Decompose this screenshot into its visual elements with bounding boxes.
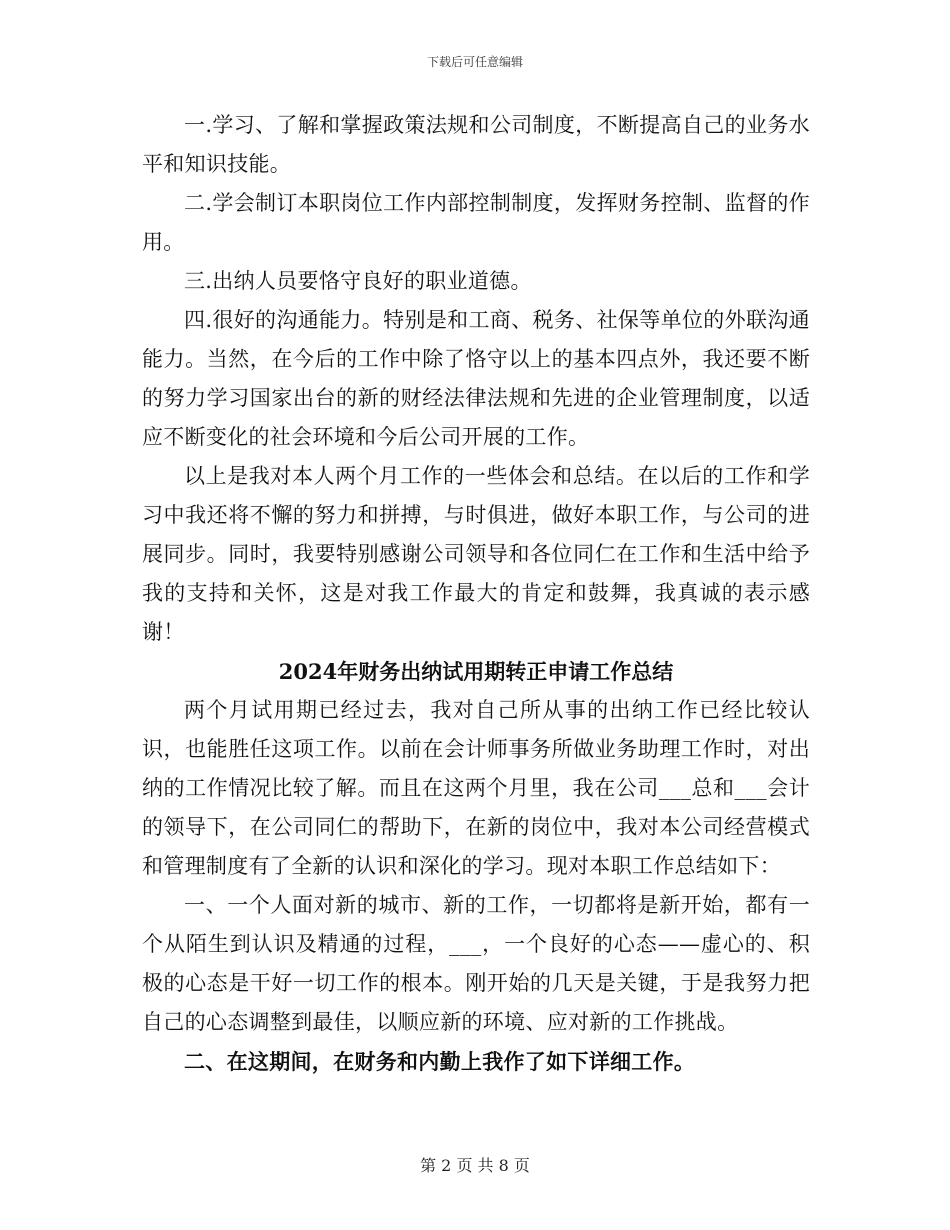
intro-paragraph: 两个月试用期已经过去，我对自己所从事的出纳工作已经比较认识，也能胜任这项工作。以前在会计师事务所做业务助理工作时，对出纳的工作情况比较了解。而且在这两个月里，我在公司___总和___会计的领导下，在公司同仁的帮助下，在新的岗位中，我对本公司经营模式和管理制度有了全新的认识和深化的学习。现对本职工作总结如下： — [142, 698, 810, 878]
point-two-heading: 二、在这期间，在财务和内勤上我作了如下详细工作。 — [184, 1049, 696, 1074]
paragraph-item-2: 二.学会制订本职岗位工作内部控制制度，发挥财务控制、监督的作用。 — [142, 191, 810, 254]
section-title: 2024年财务出纳试用期转正申请工作总结 — [278, 659, 674, 684]
paragraph-item-4: 四.很好的沟通能力。特别是和工商、税务、社保等单位的外联沟通能力。当然，在今后的工作中除了恪守以上的基本四点外，我还要不断的努力学习国家出台的新的财经法律法规和先进的企业管理制度，以适应不断变化的社会环境和今后公司开展的工作。 — [142, 308, 810, 449]
page-number: 第 2 页 共 8 页 — [420, 1156, 530, 1175]
document-body — [142, 106, 810, 1081]
paragraph-item-3: 三.出纳人员要恪守良好的职业道德。 — [184, 269, 532, 293]
closing-paragraph: 以上是我对本人两个月工作的一些体会和总结。在以后的工作和学习中我还将不懈的努力和拼搏，与时俱进，做好本职工作，与公司的进展同步。同时，我要特别感谢公司领导和各位同仁在工作和生活中给予我的支持和关怀，这是对我工作最大的肯定和鼓舞，我真诚的表示感谢！ — [142, 464, 810, 644]
paragraph-item-1: 一.学习、了解和掌握政策法规和公司制度，不断提高自己的业务水平和知识技能。 — [142, 113, 810, 176]
page-header: 下载后可任意编辑 — [426, 55, 523, 69]
point-one-paragraph: 一、一个人面对新的城市、新的工作，一切都将是新开始，都有一个从陌生到认识及精通的过程，___，一个良好的心态——虚心的、积极的心态是干好一切工作的根本。刚开始的几天是关键，于是我努力把自己的心态调整到最佳，以顺应新的环境、应对新的工作挑战。 — [142, 893, 810, 1034]
